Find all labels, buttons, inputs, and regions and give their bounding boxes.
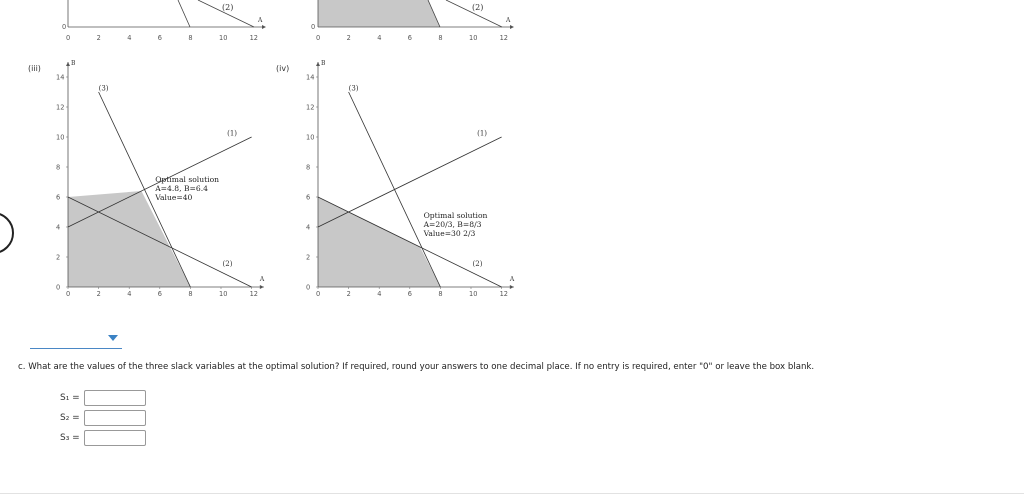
x-tick-label: 2 (346, 34, 351, 42)
s1-input[interactable] (84, 390, 146, 406)
y-tick-label: 14 (306, 73, 315, 82)
y-tick-label: 12 (306, 103, 315, 112)
top-left-x-tick-labels (66, 34, 258, 42)
x-tick-label: 2 (96, 34, 101, 42)
y-tick-label: 4 (56, 223, 61, 232)
x-tick-label: 10 (469, 34, 478, 42)
constraint-label-1: (1) (477, 129, 488, 138)
optimal-annotation-line: Value=30 2/3 (423, 229, 476, 238)
s3-input[interactable] (84, 430, 146, 446)
x-axis-label: A (509, 276, 515, 283)
y-tick-label: 0 (56, 283, 61, 292)
y-tick-label: 10 (56, 133, 65, 142)
constraint-label-2: (2) (472, 260, 483, 268)
x-tick-label: 4 (377, 290, 382, 298)
x-tick-label: 10 (469, 290, 478, 298)
x-tick-label: 12 (249, 290, 258, 298)
answer-row-s2 (60, 410, 146, 426)
top-left-y0: 0 (62, 23, 67, 31)
x-tick-label: 12 (499, 290, 508, 298)
x-tick-label: 12 (249, 34, 258, 42)
y-tick-label: 10 (306, 133, 315, 142)
graph-iv (270, 56, 530, 306)
graph-iv-label: (iv) (276, 64, 290, 73)
graph-iv-plot (306, 60, 515, 298)
chevron-down-icon[interactable] (108, 335, 118, 341)
x-tick-label: 2 (96, 290, 101, 298)
answer-row-s1 (60, 390, 146, 406)
x-tick-label: 6 (407, 34, 413, 42)
x-tick-label: 10 (219, 290, 228, 298)
answer-row-s3 (60, 430, 146, 446)
top-right-feasible-region (318, 0, 440, 27)
y-tick-label: 14 (56, 73, 65, 82)
y-tick-label: 8 (306, 163, 311, 172)
y-tick-label: 6 (306, 193, 311, 202)
optimal-annotation-line: A=4.8, B=6.4 (155, 184, 208, 193)
x-tick-label: 10 (219, 34, 228, 42)
optimal-annotation-line: A=20/3, B=8/3 (423, 220, 482, 229)
x-axis-arrow (510, 285, 514, 289)
graph-iii-plot (56, 60, 265, 298)
x-tick-label: 0 (66, 290, 71, 298)
top-right-x-tick-labels (316, 34, 508, 42)
y-tick-label: 0 (306, 283, 311, 292)
x-axis-arrow (260, 285, 264, 289)
feasible-region (318, 197, 440, 287)
graph-iii (20, 56, 280, 306)
top-right-axis-a: A (506, 17, 511, 24)
optimal-annotation-line: Optimal solution (423, 211, 488, 220)
x-tick-label: 0 (66, 34, 71, 42)
x-tick-label: 0 (316, 34, 321, 42)
top-right-x-arrow (510, 25, 514, 29)
y-tick-label: 12 (56, 103, 65, 112)
constraint-label-1: (1) (227, 129, 238, 138)
x-tick-label: 0 (316, 290, 321, 298)
question-text: c. What are the values of the three slack variables at the optimal solution? If required, round your answers to one decimal place. If no entry is required, enter "0" or leave the box blank. (18, 362, 815, 372)
x-tick-label: 8 (438, 34, 443, 42)
constraint-label-3: (3) (98, 84, 109, 93)
y-axis-label: B (321, 60, 326, 67)
y-axis-label: B (71, 60, 76, 67)
answer-label-s2: S₂ = (60, 413, 80, 423)
top-left-line-3 (178, 0, 190, 27)
s2-input[interactable] (84, 410, 146, 426)
x-tick-label: 8 (188, 34, 193, 42)
constraint-label-2: (2) (222, 260, 233, 268)
x-tick-label: 8 (188, 290, 193, 298)
constraint-label-3: (3) (348, 84, 359, 93)
x-tick-label: 6 (407, 290, 413, 298)
answer-label-s1: S₁ = (60, 393, 80, 403)
graph-iii-label: (iii) (28, 64, 41, 73)
y-tick-label: 4 (306, 223, 311, 232)
top-left-axis-a: A (258, 17, 263, 24)
y-tick-label: 2 (56, 253, 61, 262)
x-tick-label: 8 (438, 290, 443, 298)
x-tick-label: 12 (499, 34, 508, 42)
x-tick-label: 4 (127, 290, 132, 298)
top-left-x-arrow (262, 25, 266, 29)
optimal-annotation-line: Value=40 (155, 193, 193, 202)
top-graphs-partial (0, 0, 1024, 50)
y-tick-label: 8 (56, 163, 61, 172)
x-tick-label: 6 (157, 34, 163, 42)
feasible-region (68, 191, 193, 287)
y-tick-label: 6 (56, 193, 61, 202)
x-axis-label: A (259, 276, 265, 283)
top-right-label-2: (2) (472, 3, 484, 12)
optimal-annotation-line: Optimal solution (155, 175, 220, 184)
x-tick-label: 4 (377, 34, 382, 42)
y-tick-label: 2 (306, 253, 311, 262)
top-left-label-2: (2) (222, 3, 234, 12)
answer-dropdown[interactable] (30, 334, 122, 349)
x-tick-label: 2 (346, 290, 351, 298)
y-axis-arrow (66, 62, 70, 66)
partial-circle-decoration (0, 212, 14, 254)
top-right-y0: 0 (311, 23, 316, 31)
answer-label-s3: S₃ = (60, 433, 80, 443)
x-tick-label: 4 (127, 34, 132, 42)
x-tick-label: 6 (157, 290, 163, 298)
y-axis-arrow (316, 62, 320, 66)
